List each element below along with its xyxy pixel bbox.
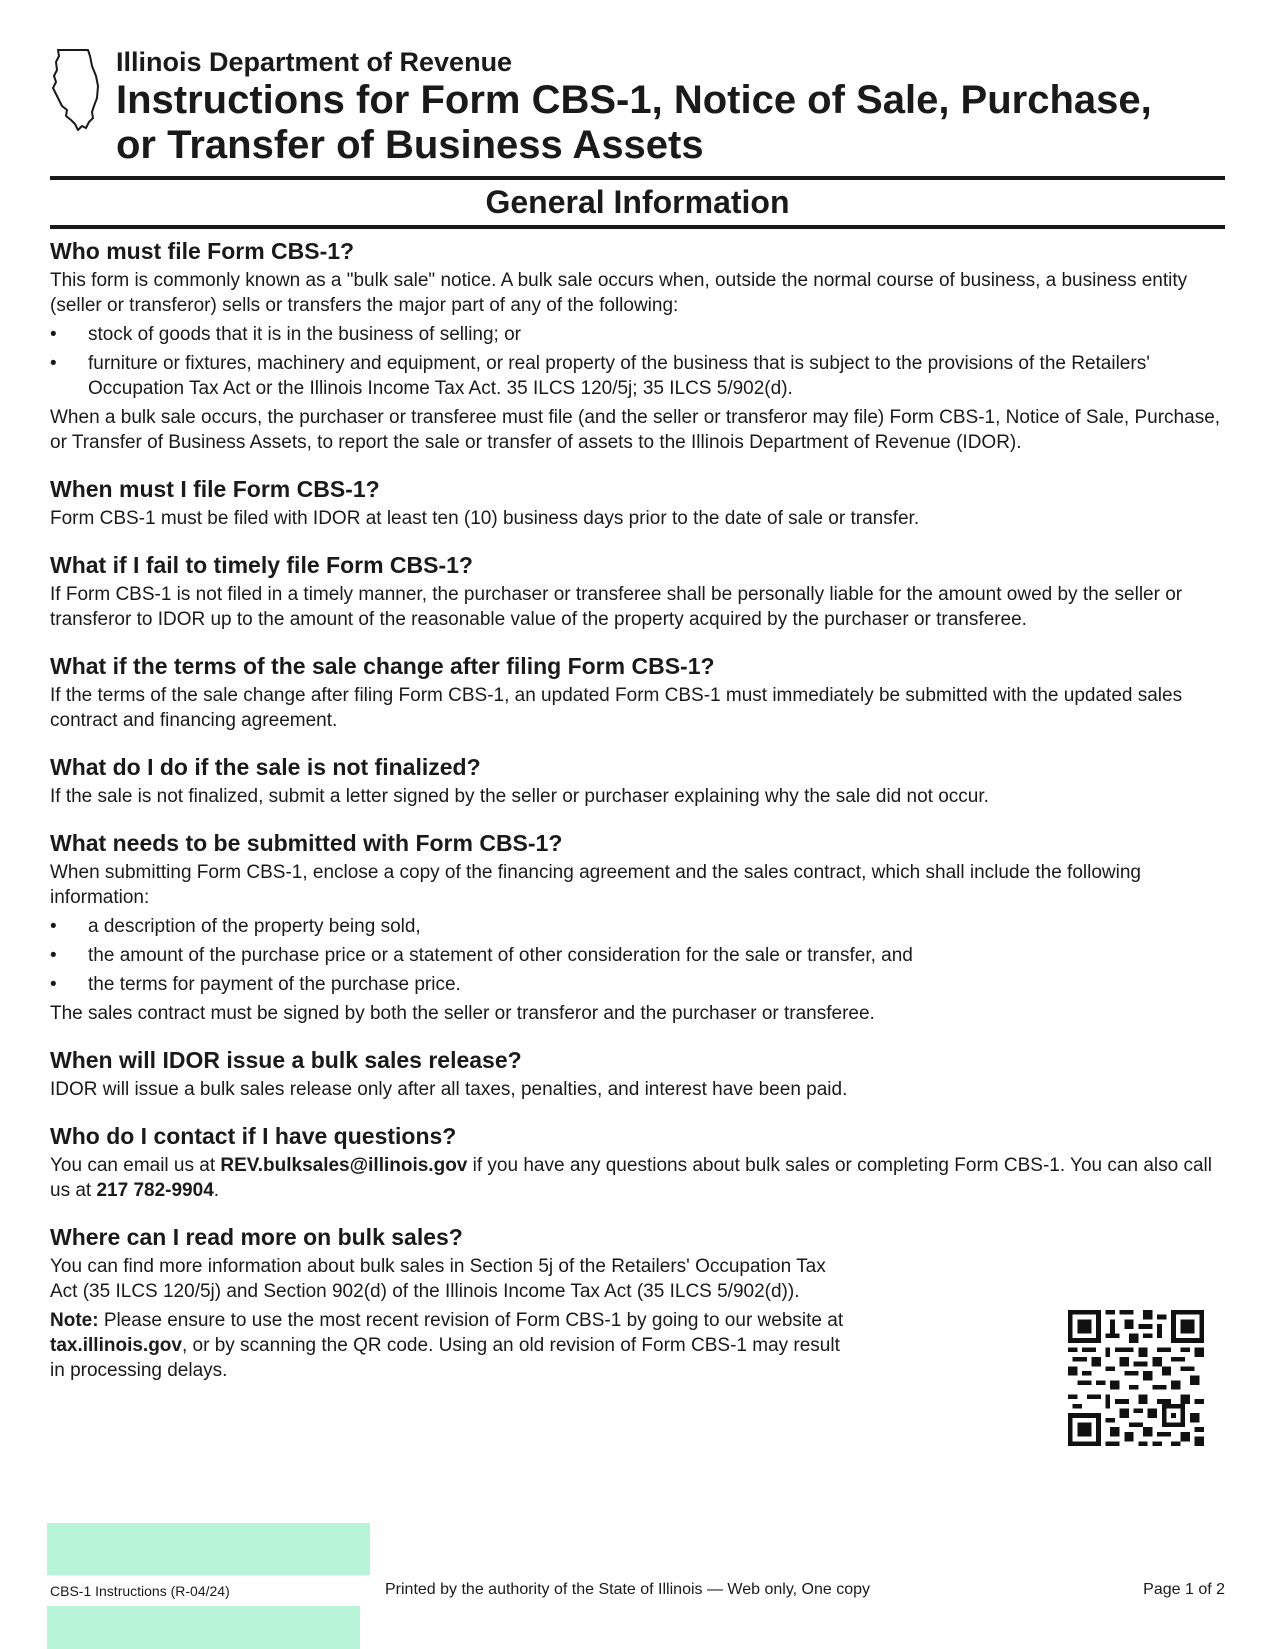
faq-question: What do I do if the sale is not finalized? bbox=[50, 754, 481, 780]
heading-rule-bottom bbox=[50, 225, 1225, 229]
page-number: Page 1 of 2 bbox=[1143, 1581, 1225, 1598]
list-item: • stock of goods that it is in the business of selling; or bbox=[50, 324, 522, 345]
title-line-1: Instructions for Form CBS-1, Notice of Sale, Purchase, bbox=[116, 78, 1152, 122]
faq-not-finalized bbox=[50, 752, 1225, 809]
faq-question: Where can I read more on bulk sales? bbox=[50, 1224, 463, 1250]
faq-answer: You can find more information about bulk sales in Section 5j of the Retailers' Occupation Tax Act (35 ILCS 120/5j) and Section 902(d) of the Illinois Income Tax Act (35 ILCS 5/902(d)). bbox=[50, 1256, 826, 1302]
faq-answer: When submitting Form CBS-1, enclose a copy of the financing agreement and the sales contract, which shall include the following information: bbox=[50, 862, 1141, 908]
faq-answer: If the terms of the sale change after filing Form CBS-1, an updated Form CBS-1 must immediately be submitted with the updated sales contract and financing agreement. bbox=[50, 685, 1183, 731]
bullet-icon: • bbox=[50, 945, 57, 966]
list-item: • a description of the property being sold, bbox=[50, 916, 421, 937]
bullet-icon: • bbox=[50, 353, 57, 374]
faq-what-to-submit bbox=[50, 828, 1225, 1026]
faq-question: Who must file Form CBS-1? bbox=[50, 238, 355, 264]
title-line-2: or Transfer of Business Assets bbox=[116, 123, 704, 167]
faq-contact bbox=[50, 1121, 1225, 1203]
website-link[interactable]: tax.illinois.gov bbox=[50, 1335, 182, 1356]
faq-answer: If Form CBS-1 is not filed in a timely manner, the purchaser or transferee shall be personally liable for the amount owed by the seller or transferor to IDOR up to the amount of the reasonable value of the property acquired by the purchaser or transferee. bbox=[50, 584, 1183, 630]
list-item: • furniture or fixtures, machinery and equipment, or real property of the business that is subject to the provisions of the Retailers' Occupation Tax Act or the Illinois Income Tax Act. 35 ILCS 120/5j; 35 ILCS 5/902(d). bbox=[50, 353, 1150, 399]
contact-phone[interactable]: 217 782-9904 bbox=[96, 1180, 214, 1201]
form-revision-id: CBS-1 Instructions (R-04/24) bbox=[50, 1583, 230, 1599]
illinois-state-outline-icon bbox=[48, 46, 104, 132]
faq-question: When must I file Form CBS-1? bbox=[50, 476, 380, 502]
list-item: • the terms for payment of the purchase price. bbox=[50, 974, 461, 995]
bullet-icon: • bbox=[50, 916, 57, 937]
list-item: • the amount of the purchase price or a statement of other consideration for the sale or transfer, and bbox=[50, 945, 913, 966]
printing-authority: Printed by the authority of the State of Illinois — Web only, One copy bbox=[385, 1581, 870, 1598]
document-header bbox=[48, 42, 1228, 172]
qr-code-icon[interactable] bbox=[1068, 1310, 1204, 1446]
agency-name: Illinois Department of Revenue bbox=[116, 47, 513, 77]
revision-note: Note: Please ensure to use the most recent revision of Form CBS-1 by going to our website at tax.illinois.gov, or by scanning the QR code. Using an old revision of Form CBS-1 may result in processing delays. bbox=[50, 1310, 844, 1381]
heading-rule-top bbox=[50, 176, 1225, 180]
bullet-icon: • bbox=[50, 974, 57, 995]
bullet-list bbox=[50, 322, 1225, 401]
faq-who-must-file bbox=[50, 236, 1225, 455]
faq-answer: IDOR will issue a bulk sales release only after all taxes, penalties, and interest have been paid. bbox=[50, 1079, 848, 1100]
note-label: Note: bbox=[50, 1310, 99, 1331]
bullet-list bbox=[50, 914, 1225, 997]
section-heading: General Information bbox=[485, 184, 790, 220]
faq-fail-to-file bbox=[50, 550, 1225, 632]
faq-terms-change bbox=[50, 651, 1225, 733]
faq-answer: This form is commonly known as a "bulk sale" notice. A bulk sale occurs when, outside the normal course of business, a business entity (seller or transferor) sells or transfers the major part of any of the following: bbox=[50, 270, 1188, 316]
faq-answer-continued: The sales contract must be signed by both the seller or transferor and the purchaser or transferee. bbox=[50, 1003, 875, 1024]
faq-question: When will IDOR issue a bulk sales release? bbox=[50, 1047, 522, 1073]
instructions-body bbox=[50, 236, 1225, 1402]
highlight-block bbox=[47, 1606, 360, 1649]
faq-answer: Form CBS-1 must be filed with IDOR at least ten (10) business days prior to the date of sale or transfer. bbox=[50, 508, 920, 529]
contact-email-link[interactable]: REV.bulksales@illinois.gov bbox=[220, 1155, 468, 1176]
faq-when-to-file bbox=[50, 474, 1225, 531]
faq-answer: You can email us at REV.bulksales@illinois.gov if you have any questions about bulk sales or completing Form CBS-1. You can also call us at 217 782-9904. bbox=[50, 1155, 1212, 1201]
faq-read-more bbox=[50, 1222, 1225, 1383]
document-title bbox=[116, 78, 1236, 168]
highlight-block bbox=[47, 1523, 370, 1575]
faq-answer: If the sale is not finalized, submit a letter signed by the seller or purchaser explaining why the sale did not occur. bbox=[50, 786, 989, 807]
faq-bulk-sales-release bbox=[50, 1045, 1225, 1102]
faq-question: Who do I contact if I have questions? bbox=[50, 1123, 457, 1149]
bullet-icon: • bbox=[50, 324, 57, 345]
faq-question: What needs to be submitted with Form CBS-1? bbox=[50, 830, 563, 856]
faq-answer-continued: When a bulk sale occurs, the purchaser or transferee must file (and the seller or transferor may file) Form CBS-1, Notice of Sale, Purchase, or Transfer of Business Assets, to report the sale or transfer of assets to the Illinois Department of Revenue (IDOR). bbox=[50, 407, 1221, 453]
faq-question: What if the terms of the sale change after filing Form CBS-1? bbox=[50, 653, 715, 679]
faq-question: What if I fail to timely file Form CBS-1? bbox=[50, 552, 473, 578]
